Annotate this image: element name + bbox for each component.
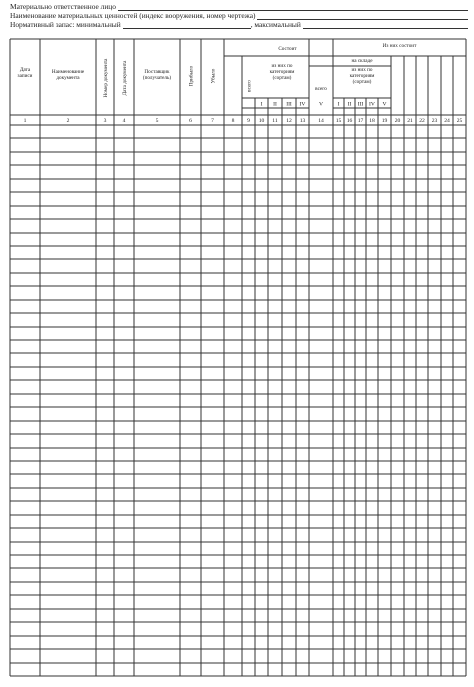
column-number-17: 17 (357, 118, 364, 125)
column-number-24: 24 (444, 118, 450, 125)
col-warehouse-category-label: из них по (351, 67, 373, 73)
state-category-3-label: III (286, 101, 292, 108)
warehouse-category-5-label: V (382, 101, 387, 108)
col-warehouse-category-label: (сортам) (352, 79, 372, 85)
column-number-22: 22 (419, 118, 425, 125)
column-number-16: 16 (346, 118, 353, 125)
column-number-2: 2 (66, 118, 70, 125)
state-category-4-label: IV (299, 101, 306, 108)
warehouse-category-3-label: III (357, 101, 364, 108)
min-stock-label: Нормативный запас: минимальный (10, 20, 121, 29)
column-number-9: 9 (247, 118, 250, 125)
col-date-label: Дата (19, 67, 31, 73)
col-state-category-label: (сортам) (272, 75, 292, 81)
column-number-21: 21 (407, 118, 413, 125)
column-number-20: 20 (394, 118, 401, 125)
column-number-11: 11 (272, 118, 278, 125)
col-date-label: записи (17, 73, 33, 79)
state-category-5-label: V (318, 101, 324, 108)
state-category-2-label: II (273, 101, 277, 108)
column-number-10: 10 (258, 118, 265, 125)
warehouse-category-2-label: II (347, 101, 352, 108)
col-supplier-label: (получатель) (142, 75, 172, 81)
col-of-them-state-label: Из них состоит (382, 43, 417, 49)
state-category-1-label: I (260, 101, 263, 108)
column-number-23: 23 (431, 118, 438, 125)
column-number-13: 13 (299, 118, 306, 125)
column-number-4: 4 (122, 118, 126, 125)
column-number-8: 8 (231, 118, 235, 125)
col-warehouse-total-label: всего (315, 86, 327, 92)
column-number-25: 25 (456, 118, 463, 125)
column-number-3: 3 (103, 118, 107, 125)
col-arrived-label: Прибыло (188, 65, 195, 87)
column-number-6: 6 (189, 118, 192, 125)
col-state-label: Состоит (278, 46, 297, 52)
column-number-12: 12 (286, 118, 292, 125)
material-name-label: Наименование материальных ценностей (индекс вооружения, номер чертежа) (10, 11, 256, 20)
col-supplier-label: Поставщик (144, 69, 170, 75)
col-doc-name-label: Наименование (51, 69, 85, 75)
warehouse-category-1-label: I (337, 101, 340, 108)
column-number-18: 18 (369, 118, 375, 125)
max-stock-label: , максимальный (250, 20, 301, 29)
col-doc-number-label: Номер документа (103, 58, 109, 98)
column-number-19: 19 (381, 118, 388, 125)
col-in-warehouse-label: на складе (351, 58, 373, 64)
column-number-14: 14 (318, 118, 324, 125)
col-doc-name-label: документа (56, 75, 80, 81)
col-doc-date-label: Дата документа (122, 60, 128, 96)
col-state-category-label: категориям (269, 69, 295, 75)
responsible-person-label: Материально ответственное лицо (10, 2, 116, 11)
warehouse-category-4-label: IV (369, 101, 375, 108)
col-state-category-label: из них по (271, 63, 293, 69)
col-state-total-label: всего (246, 80, 253, 92)
col-warehouse-category-label: категориям (349, 73, 375, 79)
column-number-15: 15 (335, 118, 342, 125)
column-number-1: 1 (23, 118, 27, 125)
col-departed-label: Убыло (210, 68, 217, 84)
column-number-7: 7 (211, 118, 214, 125)
column-number-5: 5 (155, 118, 159, 125)
